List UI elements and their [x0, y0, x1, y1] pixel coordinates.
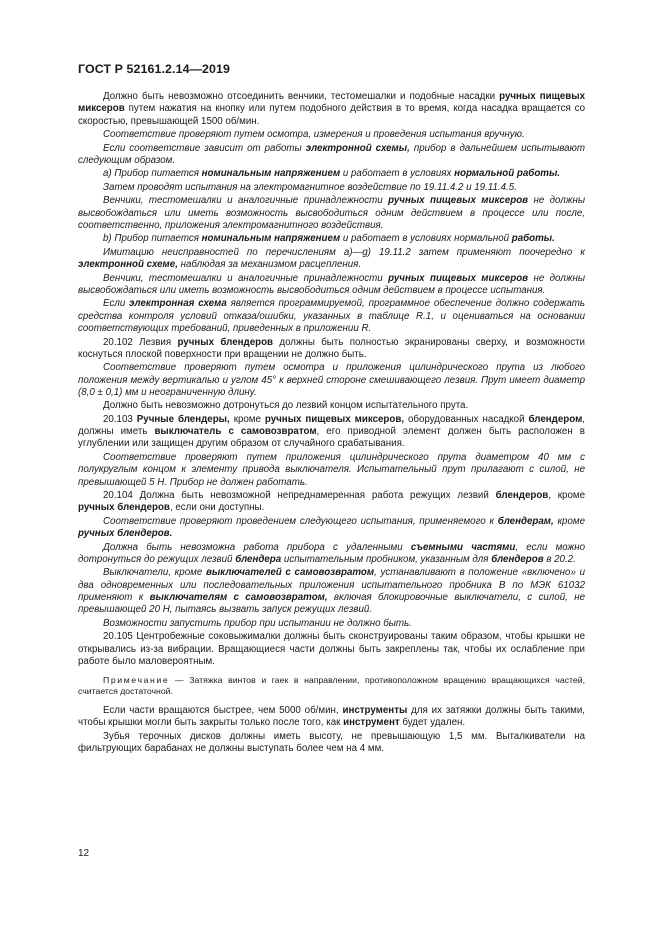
- bold-term: ручных пищевых миксеров: [78, 91, 585, 115]
- body-paragraph: [78, 91, 585, 128]
- text-run: , кроме: [548, 490, 585, 502]
- text-run: кроме: [229, 413, 265, 425]
- text-run: не должны высвобождаться или иметь возможность высвободиться одним действием в процессе испытания.: [78, 272, 586, 296]
- text-run: является программируемой, программное обеспечение должно содержать средства контроля условий отказа/ошибки, указанных в таблице R.1, и оцениваться на основании соответствующих требований, приведенных в приложении R.: [78, 298, 585, 335]
- body-paragraph: [78, 631, 585, 668]
- body-paragraph: [78, 705, 585, 730]
- bold-term: блендером: [528, 413, 583, 425]
- body-paragraph: [78, 247, 585, 272]
- text-run: испытательным пробником, указанным для: [281, 553, 492, 565]
- bold-term: блендеров: [491, 553, 544, 565]
- text-run: Венчики, тестомешалки и аналогичные принадлежности: [103, 195, 389, 207]
- bold-term: инструмент: [343, 717, 400, 729]
- bold-term: выключателям с самовозвратом,: [149, 591, 328, 603]
- text-run: Выключатели, кроме: [103, 567, 206, 579]
- text-run: Соответствие проверяют путем осмотра и приложения цилиндрического прута из любого положения между вертикалью и углом 45° к верхней стороне смешивающего лезвия. Прут имеет диаметр (8,0 ± 0,1) мм и неограниченную длину.: [78, 362, 585, 398]
- body-paragraph: [78, 731, 585, 756]
- body-paragraph: [78, 129, 585, 141]
- bold-term: инструменты: [342, 705, 408, 717]
- text-run: 20.103: [103, 413, 137, 425]
- bold-term: электронной схемы,: [305, 142, 410, 154]
- text-run: Соответствие проверяют проведением следующего испытания, применяемого к: [103, 515, 498, 527]
- body-paragraph: [78, 168, 585, 180]
- text-run: 20.102 Лезвия: [103, 336, 178, 348]
- body-paragraph: [78, 195, 585, 232]
- text-run: Должна быть невозможна работа прибора с удаленными: [103, 541, 411, 553]
- body-paragraph: [78, 452, 585, 489]
- bold-term: ручных пищевых миксеров,: [264, 413, 405, 425]
- body-paragraph: [78, 337, 585, 362]
- text-run: 20.104 Должна быть невозможной непреднамеренная работа режущих лезвий: [103, 490, 496, 502]
- text-run: Затем проводят испытания на электромагнитное воздействие по 19.11.4.2 и 19.11.4.5.: [103, 181, 517, 193]
- body-paragraph: [78, 542, 585, 567]
- text-run: Соответствие проверяют путем осмотра, измерения и проведения испытания вручную.: [103, 129, 525, 141]
- note-paragraph: [78, 675, 585, 697]
- page-number: 12: [78, 848, 90, 859]
- bold-term: ручных блендеров: [177, 336, 274, 348]
- body-paragraph: [78, 516, 585, 541]
- text-run: Должно быть невозможно дотронуться до лезвий концом испытательного прута.: [103, 400, 469, 412]
- text-run: и работает в условиях: [340, 168, 455, 180]
- bold-term: ручных пищевых миксеров: [388, 195, 529, 207]
- text-run: Имитацию неисправностей по перечислениям а)—g) 19.11.2 затем применяют поочередно к: [103, 246, 585, 258]
- text-run: , если они доступны.: [169, 502, 265, 514]
- text-run: в 20.2.: [543, 553, 576, 565]
- bold-term: номинальным напряжением: [201, 233, 341, 245]
- body-paragraph: [78, 143, 585, 168]
- text-run: будет удален.: [399, 717, 466, 729]
- body-paragraph: [78, 567, 585, 616]
- bold-term: ручных блендеров: [78, 502, 170, 514]
- body-paragraph: [78, 618, 585, 630]
- text-run: 20.105 Центробежные соковыжималки должны быть сконструированы таким образом, чтобы крышки не открывались из-за вибрации. Вращающиеся части должны быть закреплены так, чтобы их ослабление при работе было маловероятным.: [78, 631, 585, 667]
- text-run: Соответствие проверяют путем приложения цилиндрического прута диаметром 40 мм с полукруглым концом к элементу привода выключателя. Испытательный прут прилагают с силой, не превышающей 5 Н. Прибор не должен работать.: [78, 451, 585, 488]
- body-paragraph: [78, 414, 585, 451]
- text-run: Возможности запустить прибор при испытании не должно быть.: [103, 617, 412, 629]
- bold-term: съемными частями: [410, 541, 516, 553]
- bold-term: работы.: [511, 233, 555, 245]
- bold-term: ручных пищевых миксеров: [388, 272, 529, 284]
- bold-term: нормальной работы.: [454, 168, 560, 180]
- bold-term: блендерам,: [497, 515, 554, 527]
- document-body: [78, 91, 585, 757]
- text-run: включая блокировочные выключатели, с силой, не превышающей 20 Н, пытаясь вызвать запуск режущих лезвий.: [78, 591, 585, 616]
- text-run: должны быть полностью экранированы сверху, и возможности коснуться плоской поверхности при вращении не должно быть.: [78, 336, 585, 360]
- text-run: не должны высвобождаться или иметь возможность высвободиться одним действием в процессе или после, соответственно, приложения электромагнитного воздействия.: [78, 195, 586, 231]
- body-paragraph: [78, 362, 585, 399]
- bold-term: блендеров: [495, 490, 549, 502]
- text-run: прибор в дальнейшем испытывают следующим образом.: [78, 142, 585, 166]
- text-run: Должно быть невозможно отсоединить венчики, тестомешалки и подобные насадки: [103, 91, 500, 102]
- body-paragraph: [78, 298, 585, 335]
- bold-term: номинальным напряжением: [201, 168, 341, 180]
- text-run: и работает в условиях нормальной: [340, 233, 512, 245]
- text-run: Если: [103, 298, 130, 310]
- bold-term: выключателей с самовозвратом: [205, 567, 375, 579]
- text-run: Зубья терочных дисков должны иметь высоту, не превышающую 1,5 мм. Выталкиватели на фильтрующих барабанах не должны выступать более чем на 4 мм.: [78, 730, 585, 755]
- body-paragraph: [78, 490, 585, 515]
- body-paragraph: [78, 233, 585, 245]
- text-run: Примечание: [103, 675, 170, 686]
- body-paragraph: [78, 273, 585, 298]
- bold-term: электронная схема: [129, 298, 227, 310]
- text-run: оборудованных насадкой: [404, 413, 529, 425]
- body-paragraph: [78, 182, 585, 194]
- text-run: — Затяжка винтов и гаек в направлении, противоположном вращению вращающихся частей, считается достаточной.: [78, 675, 585, 697]
- bold-term: блендера: [235, 553, 282, 565]
- text-run: , должны иметь: [78, 413, 585, 438]
- text-run: a) Прибор питается: [103, 168, 202, 180]
- bold-term: ручных блендеров.: [78, 528, 173, 540]
- document-header: ГОСТ Р 52161.2.14—2019: [78, 62, 231, 76]
- text-run: , его приводной элемент должен быть расположен в углублении или защищен другим образом от случайного срабатывания.: [78, 426, 585, 450]
- text-run: Если соответствие зависит от работы: [103, 142, 306, 154]
- bold-term: Ручные блендеры,: [136, 413, 230, 425]
- text-run: кроме: [553, 515, 585, 527]
- text-run: Если части вращаются быстрее, чем 5000 об/мин,: [103, 705, 343, 717]
- body-paragraph: [78, 400, 585, 412]
- text-run: , если можно дотронуться до режущих лезвий: [78, 541, 585, 565]
- bold-term: электронной схеме,: [78, 259, 178, 271]
- text-run: наблюдая за механизмом расцепления.: [177, 259, 362, 271]
- text-run: Венчики, тестомешалки и аналогичные принадлежности: [103, 272, 389, 284]
- text-run: , устанавливают в положение «включено» и два одновременных или последовательных приложения испытательного пробника В по МЭК 61032 применяют к: [78, 567, 586, 603]
- text-run: b) Прибор питается: [103, 233, 202, 245]
- text-run: путем нажатия на кнопку или путем подобного действия в то время, когда насадка вращается со скоростью, превышающей 1500 об/мин.: [78, 103, 585, 127]
- bold-term: выключатель с самовозвратом: [154, 426, 317, 438]
- text-run: для их затяжки должны быть такими, чтобы крышки могли быть закрыты только после того, как: [78, 705, 585, 729]
